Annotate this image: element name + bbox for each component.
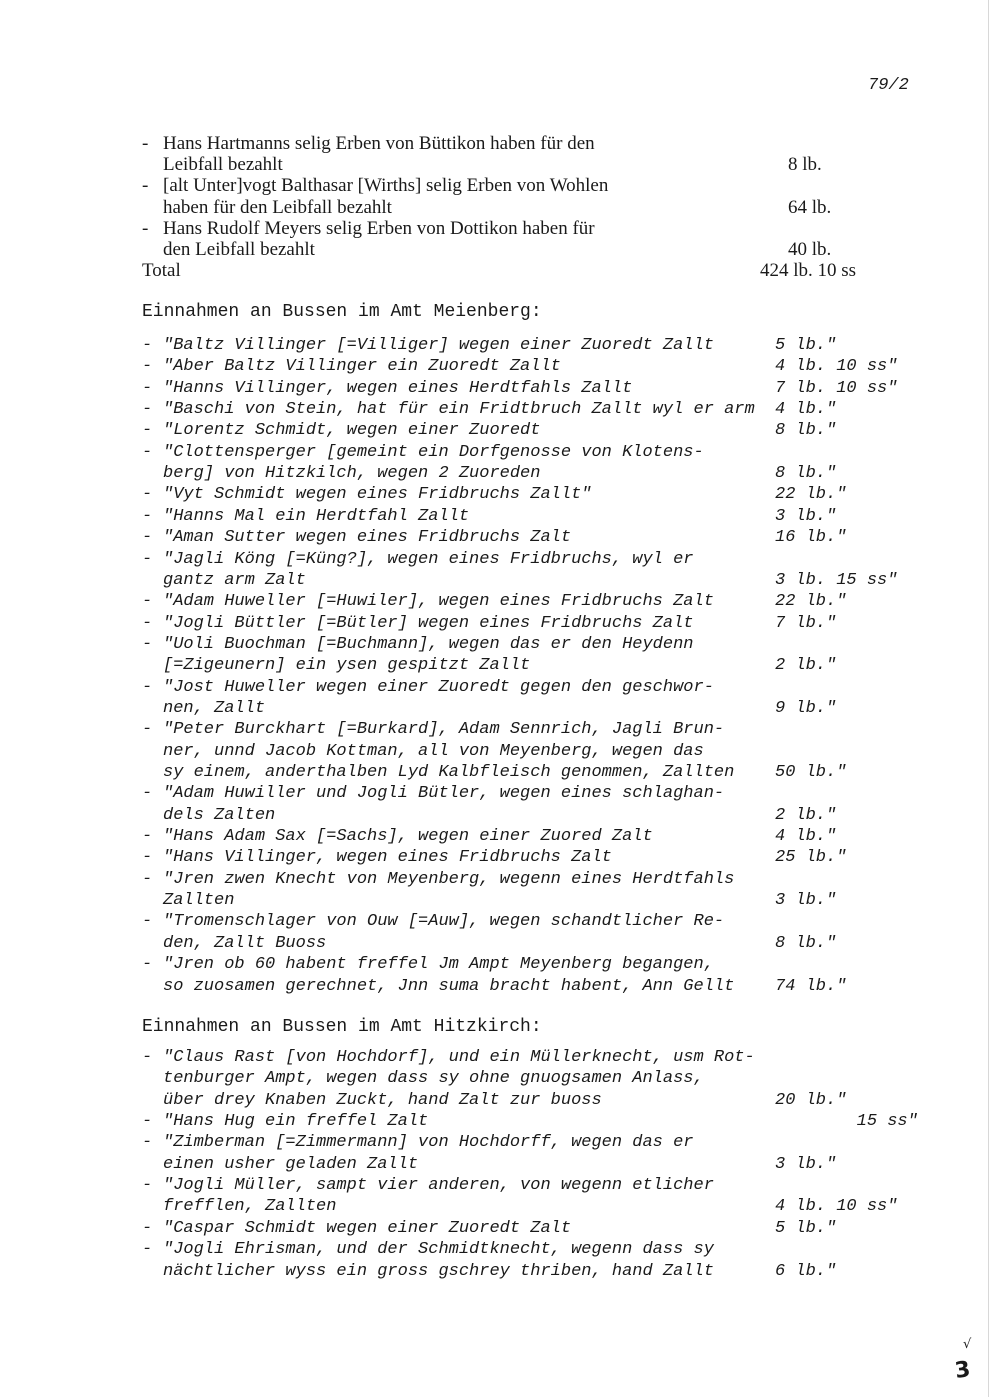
hitzkirch-entry-amount: 3 lb.": [775, 1154, 837, 1174]
meienberg-dash: -: [142, 549, 153, 569]
meienberg-dash: -: [142, 827, 153, 847]
meienberg-entry-line: "Uoli Buochman [=Buchmann], wegen das er den Heydenn: [163, 634, 694, 654]
meienberg-entry-line: dels Zalten: [163, 805, 276, 825]
leibfall-entry-line: den Leibfall bezahlt: [163, 239, 315, 260]
meienberg-entry-line: "Baltz Villinger [=Villiger] wegen einer Zuoredt Zallt: [163, 336, 714, 355]
meienberg-entry-line: "Vyt Schmidt wegen eines Fridbruchs Zallt": [163, 485, 592, 505]
meienberg-entry-amount: 2 lb.": [775, 656, 837, 676]
hitzkirch-entry-line: einen usher geladen Zallt: [163, 1154, 419, 1174]
hitzkirch-entry-line: über drey Knaben Zuckt, hand Zalt zur buoss: [163, 1090, 602, 1110]
hitzkirch-dash: -: [142, 1218, 153, 1238]
meienberg-entry-line: "Adam Huweller [=Huwiler], wegen eines Fridbruchs Zalt: [163, 592, 714, 612]
page-edge: [988, 0, 989, 1397]
hitzkirch-entry-amount: 6 lb.": [775, 1261, 837, 1281]
leibfall-entry-line: [alt Unter]vogt Balthasar [Wirths] selig Erben von Wohlen: [163, 175, 609, 197]
hitzkirch-heading: Einnahmen an Bussen im Amt Hitzkirch:: [142, 1017, 542, 1037]
meienberg-entry-amount: 22 lb.": [775, 485, 847, 505]
meienberg-dash: -: [142, 955, 153, 975]
leibfall-entry-amount: 8 lb.: [788, 154, 822, 176]
leibfall-dash: -: [142, 217, 149, 239]
hitzkirch-entry-line: "Jogli Ehrisman, und der Schmidtknecht, wegenn dass sy: [163, 1240, 714, 1260]
meienberg-entry-amount: 7 lb. 10 ss": [775, 378, 898, 398]
page-number: 79/2: [868, 76, 909, 95]
meienberg-heading: Einnahmen an Bussen im Amt Meienberg:: [142, 302, 542, 322]
meienberg-entry-line: "Peter Burckhart [=Burkard], Adam Sennrich, Jagli Brun-: [163, 720, 725, 740]
leibfall-entry-line: Leibfall bezahlt: [163, 154, 283, 176]
meienberg-entry-line: nen, Zallt: [163, 698, 266, 718]
meienberg-dash: -: [142, 912, 153, 932]
meienberg-entry-amount: 22 lb.": [775, 592, 847, 612]
meienberg-dash: -: [142, 400, 153, 420]
meienberg-entry-line: berg] von Hitzkilch, wegen 2 Zuoreden: [163, 464, 541, 484]
meienberg-entry-amount: 3 lb. 15 ss": [775, 570, 898, 590]
meienberg-dash: -: [142, 592, 153, 612]
leibfall-entry-amount: 64 lb.: [788, 196, 832, 218]
meienberg-entry-line: ner, unnd Jacob Kottman, all von Meyenberg, wegen das: [163, 741, 704, 761]
meienberg-entry-line: [=Zigeunern] ein ysen gespitzt Zallt: [163, 656, 531, 676]
meienberg-dash: -: [142, 720, 153, 740]
meienberg-dash: -: [142, 357, 153, 377]
meienberg-dash: -: [142, 784, 153, 804]
meienberg-entry-line: "Baschi von Stein, hat für ein Fridtbruch Zallt wyl er arm: [163, 400, 755, 420]
meienberg-entry-line: "Aber Baltz Villinger ein Zuoredt Zallt: [163, 357, 561, 377]
meienberg-entry-amount: 5 lb.": [775, 336, 837, 355]
meienberg-entry-line: "Jogli Büttler [=Bütler] wegen eines Fridbruchs Zalt: [163, 613, 694, 633]
meienberg-dash: -: [142, 485, 153, 505]
meienberg-entry-line: "Adam Huwiller und Jogli Bütler, wegen eines schlaghan-: [163, 784, 725, 804]
meienberg-entry-line: gantz arm Zalt: [163, 570, 306, 590]
meienberg-entry-amount: 4 lb.": [775, 827, 837, 847]
meienberg-entry-line: "Hanns Villinger, wegen eines Herdtfahls Zallt: [163, 378, 633, 398]
leibfall-entry-amount: 40 lb.: [788, 239, 832, 260]
hitzkirch-entry-line: tenburger Ampt, wegen dass sy ohne gnuogsamen Anlass,: [163, 1069, 704, 1089]
stamp-tick: √: [963, 1337, 972, 1352]
meienberg-dash: -: [142, 336, 153, 355]
hitzkirch-entry-amount: 20 lb.": [775, 1090, 847, 1110]
meienberg-dash: -: [142, 378, 153, 398]
meienberg-entry-line: "Jren zwen Knecht von Meyenberg, wegenn eines Herdtfahls: [163, 869, 735, 889]
hitzkirch-dash: -: [142, 1133, 153, 1153]
meienberg-dash: -: [142, 634, 153, 654]
hitzkirch-entry-amount: 15 ss": [775, 1112, 918, 1132]
meienberg-entry-line: "Hans Villinger, wegen eines Fridbruchs Zalt: [163, 848, 612, 868]
meienberg-entry-line: "Jren ob 60 habent freffel Jm Ampt Meyenberg begangen,: [163, 955, 714, 975]
hitzkirch-dash: -: [142, 1112, 153, 1132]
leibfall-entry-line: Hans Hartmanns selig Erben von Büttikon haben für den: [163, 133, 595, 154]
meienberg-entry-amount: 3 lb.": [775, 891, 837, 911]
hitzkirch-entry-line: "Claus Rast [von Hochdorf], und ein Müllerknecht, usm Rot-: [163, 1048, 755, 1067]
meienberg-entry-line: "Jagli Köng [=Küng?], wegen eines Fridbruchs, wyl er: [163, 549, 694, 569]
meienberg-entry-amount: 8 lb.": [775, 933, 837, 953]
meienberg-entry-line: sy einem, anderthalben Lyd Kalbfleisch genommen, Zallten: [163, 763, 735, 782]
meienberg-entry-line: "Tromenschlager von Ouw [=Auw], wegen schandtlicher Re-: [163, 912, 725, 932]
meienberg-dash: -: [142, 506, 153, 526]
meienberg-entry-line: Zallten: [163, 891, 235, 911]
meienberg-dash: -: [142, 613, 153, 633]
meienberg-entry-amount: 74 lb.": [775, 976, 847, 996]
leibfall-entry-line: haben für den Leibfall bezahlt: [163, 196, 392, 218]
meienberg-dash: -: [142, 528, 153, 548]
hitzkirch-dash: -: [142, 1176, 153, 1196]
hitzkirch-entry-amount: 4 lb. 10 ss": [775, 1197, 898, 1217]
meienberg-entry-amount: 8 lb.": [775, 464, 837, 484]
hitzkirch-dash: -: [142, 1240, 153, 1260]
hitzkirch-entry-amount: 5 lb.": [775, 1218, 837, 1238]
meienberg-entry-amount: 50 lb.": [775, 763, 847, 782]
meienberg-entry-amount: 4 lb.": [775, 400, 837, 420]
meienberg-entry-amount: 16 lb.": [775, 528, 847, 548]
meienberg-dash: -: [142, 848, 153, 868]
meienberg-entry-line: "Aman Sutter wegen eines Fridbruchs Zalt: [163, 528, 572, 548]
meienberg-entry-amount: 7 lb.": [775, 613, 837, 633]
meienberg-dash: -: [142, 442, 153, 462]
hitzkirch-entry-line: "Zimberman [=Zimmermann] von Hochdorff, wegen das er: [163, 1133, 694, 1153]
total-amount: 424 lb. 10 ss: [760, 260, 857, 282]
hitzkirch-entry-line: "Jogli Müller, sampt vier anderen, von wegenn etlicher: [163, 1176, 714, 1196]
meienberg-entry-line: "Jost Huweller wegen einer Zuoredt gegen den geschwor-: [163, 677, 714, 697]
meienberg-entry-line: so zuosamen gerechnet, Jnn suma bracht habent, Ann Gellt: [163, 976, 735, 996]
leibfall-entry-line: Hans Rudolf Meyers selig Erben von Dottikon haben für: [163, 217, 595, 239]
meienberg-entry-amount: 8 lb.": [775, 421, 837, 441]
meienberg-dash: -: [142, 869, 153, 889]
leibfall-dash: -: [142, 133, 149, 154]
hitzkirch-entry-line: nächtlicher wyss ein gross gschrey thriben, hand Zallt: [163, 1261, 714, 1281]
meienberg-entry-amount: 25 lb.": [775, 848, 847, 868]
meienberg-entry-line: "Clottensperger [gemeint ein Dorfgenosse von Klotens-: [163, 442, 704, 462]
meienberg-entry-amount: 2 lb.": [775, 805, 837, 825]
stamp-mark: 3: [953, 1357, 972, 1384]
hitzkirch-entry-line: frefflen, Zallten: [163, 1197, 337, 1217]
meienberg-dash: -: [142, 677, 153, 697]
hitzkirch-entry-line: "Caspar Schmidt wegen einer Zuoredt Zalt: [163, 1218, 572, 1238]
meienberg-entry-line: "Hanns Mal ein Herdtfahl Zallt: [163, 506, 470, 526]
leibfall-dash: -: [142, 175, 149, 197]
total-label: Total: [142, 260, 181, 282]
meienberg-dash: -: [142, 421, 153, 441]
hitzkirch-dash: -: [142, 1048, 153, 1067]
hitzkirch-entry-line: "Hans Hug ein freffel Zalt: [163, 1112, 429, 1132]
meienberg-entry-line: "Hans Adam Sax [=Sachs], wegen einer Zuored Zalt: [163, 827, 653, 847]
meienberg-entry-amount: 3 lb.": [775, 506, 837, 526]
meienberg-entry-line: "Lorentz Schmidt, wegen einer Zuoredt: [163, 421, 541, 441]
meienberg-entry-amount: 9 lb.": [775, 698, 837, 718]
meienberg-entry-amount: 4 lb. 10 ss": [775, 357, 898, 377]
meienberg-entry-line: den, Zallt Buoss: [163, 933, 327, 953]
